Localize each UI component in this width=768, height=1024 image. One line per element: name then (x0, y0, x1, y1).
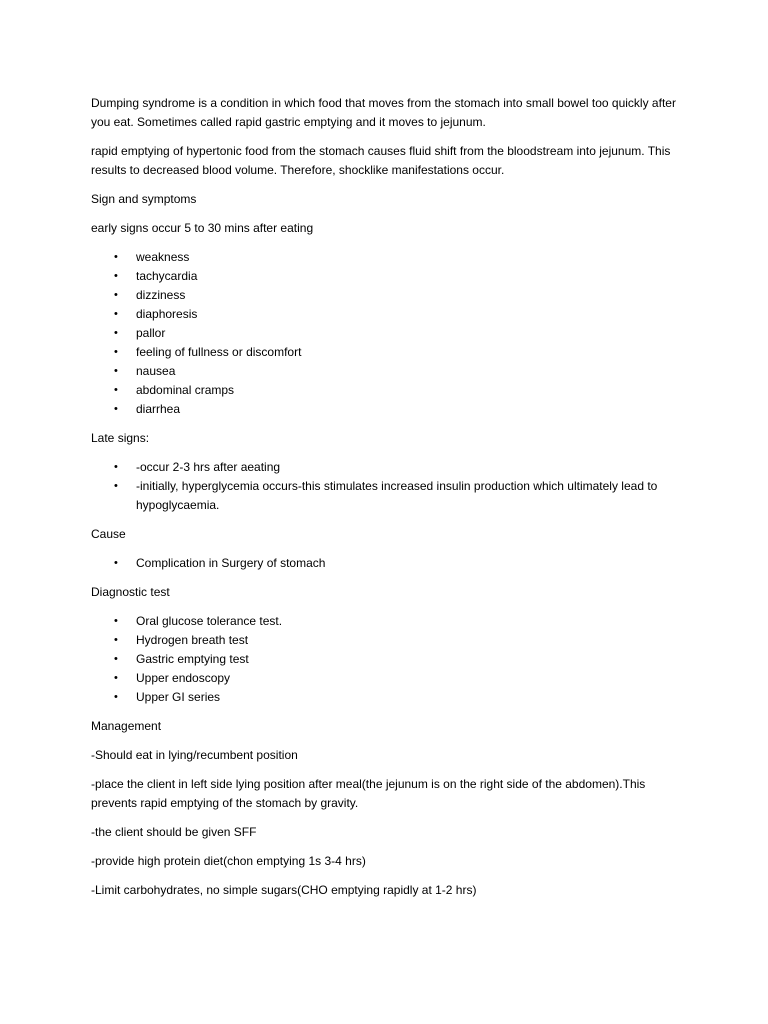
bullet-icon: • (114, 634, 118, 646)
list-item (91, 400, 691, 419)
bullet-icon: • (114, 251, 118, 263)
bullet-icon: • (114, 691, 118, 703)
diagnostic-list (91, 612, 691, 707)
list-item-text: pallor (136, 326, 166, 340)
intro-paragraph: rapid emptying of hypertonic food from the stomach causes fluid shift from the bloodstream into jejunum. This results to decreased blood volume. Therefore, shocklike manifestations occur. (91, 144, 671, 177)
intro-paragraph: Dumping syndrome is a condition in which food that moves from the stomach into small bowel too quickly after you eat. Sometimes called rapid gastric emptying and it moves to jejunum. (91, 96, 676, 129)
bullet-icon: • (114, 365, 118, 377)
list-item (91, 554, 691, 573)
list-item (91, 343, 691, 362)
early-signs-list (91, 248, 691, 419)
list-item (91, 248, 691, 267)
section-heading-diagnostic: Diagnostic test (91, 585, 170, 599)
list-item (91, 477, 691, 515)
management-item: -Should eat in lying/recumbent position (91, 748, 298, 762)
bullet-icon: • (114, 270, 118, 282)
management-item: -place the client in left side lying position after meal(the jejunum is on the right side of the abdomen).This prevents rapid emptying of the stomach by gravity. (91, 777, 646, 810)
list-item (91, 305, 691, 324)
bullet-icon: • (114, 384, 118, 396)
list-item-text: diaphoresis (136, 307, 198, 321)
list-item-text: tachycardia (136, 269, 198, 283)
list-item (91, 267, 691, 286)
list-item-text: weakness (136, 250, 190, 264)
document-body (91, 94, 691, 910)
management-item: -provide high protein diet(chon emptying 1s 3-4 hrs) (91, 854, 366, 868)
list-item (91, 631, 691, 650)
list-item-text: Oral glucose tolerance test. (136, 614, 283, 628)
list-item-text: Upper endoscopy (136, 671, 231, 685)
list-item (91, 286, 691, 305)
list-item-text: Complication in Surgery of stomach (136, 556, 326, 570)
list-item-text: nausea (136, 364, 176, 378)
cause-list (91, 554, 691, 573)
list-item (91, 669, 691, 688)
list-item-text: -initially, hyperglycemia occurs-this stimulates increased insulin production which ultimately lead to hypoglycaemia. (136, 479, 658, 512)
management-item: -Limit carbohydrates, no simple sugars(CHO emptying rapidly at 1-2 hrs) (91, 883, 477, 897)
bullet-icon: • (114, 557, 118, 569)
late-signs-list (91, 458, 691, 515)
list-item (91, 612, 691, 631)
section-heading-cause: Cause (91, 527, 126, 541)
bullet-icon: • (114, 308, 118, 320)
section-heading-signs: Sign and symptoms (91, 192, 197, 206)
list-item (91, 688, 691, 707)
list-item-text: Hydrogen breath test (136, 633, 249, 647)
list-item-text: -occur 2-3 hrs after aeating (136, 460, 281, 474)
list-item (91, 458, 691, 477)
bullet-icon: • (114, 346, 118, 358)
list-item-text: feeling of fullness or discomfort (136, 345, 302, 359)
bullet-icon: • (114, 289, 118, 301)
bullet-icon: • (114, 327, 118, 339)
list-item-text: Upper GI series (136, 690, 221, 704)
list-item-text: Gastric emptying test (136, 652, 249, 666)
list-item (91, 381, 691, 400)
bullet-icon: • (114, 480, 118, 492)
bullet-icon: • (114, 615, 118, 627)
list-item (91, 324, 691, 343)
list-item-text: abdominal cramps (136, 383, 235, 397)
list-item-text: dizziness (136, 288, 186, 302)
list-item (91, 650, 691, 669)
bullet-icon: • (114, 672, 118, 684)
early-signs-intro: early signs occur 5 to 30 mins after eating (91, 221, 314, 235)
management-item: -the client should be given SFF (91, 825, 257, 839)
section-heading-management: Management (91, 719, 162, 733)
list-item-text: diarrhea (136, 402, 181, 416)
bullet-icon: • (114, 653, 118, 665)
section-heading-late-signs: Late signs: (91, 431, 150, 445)
bullet-icon: • (114, 461, 118, 473)
list-item (91, 362, 691, 381)
bullet-icon: • (114, 403, 118, 415)
